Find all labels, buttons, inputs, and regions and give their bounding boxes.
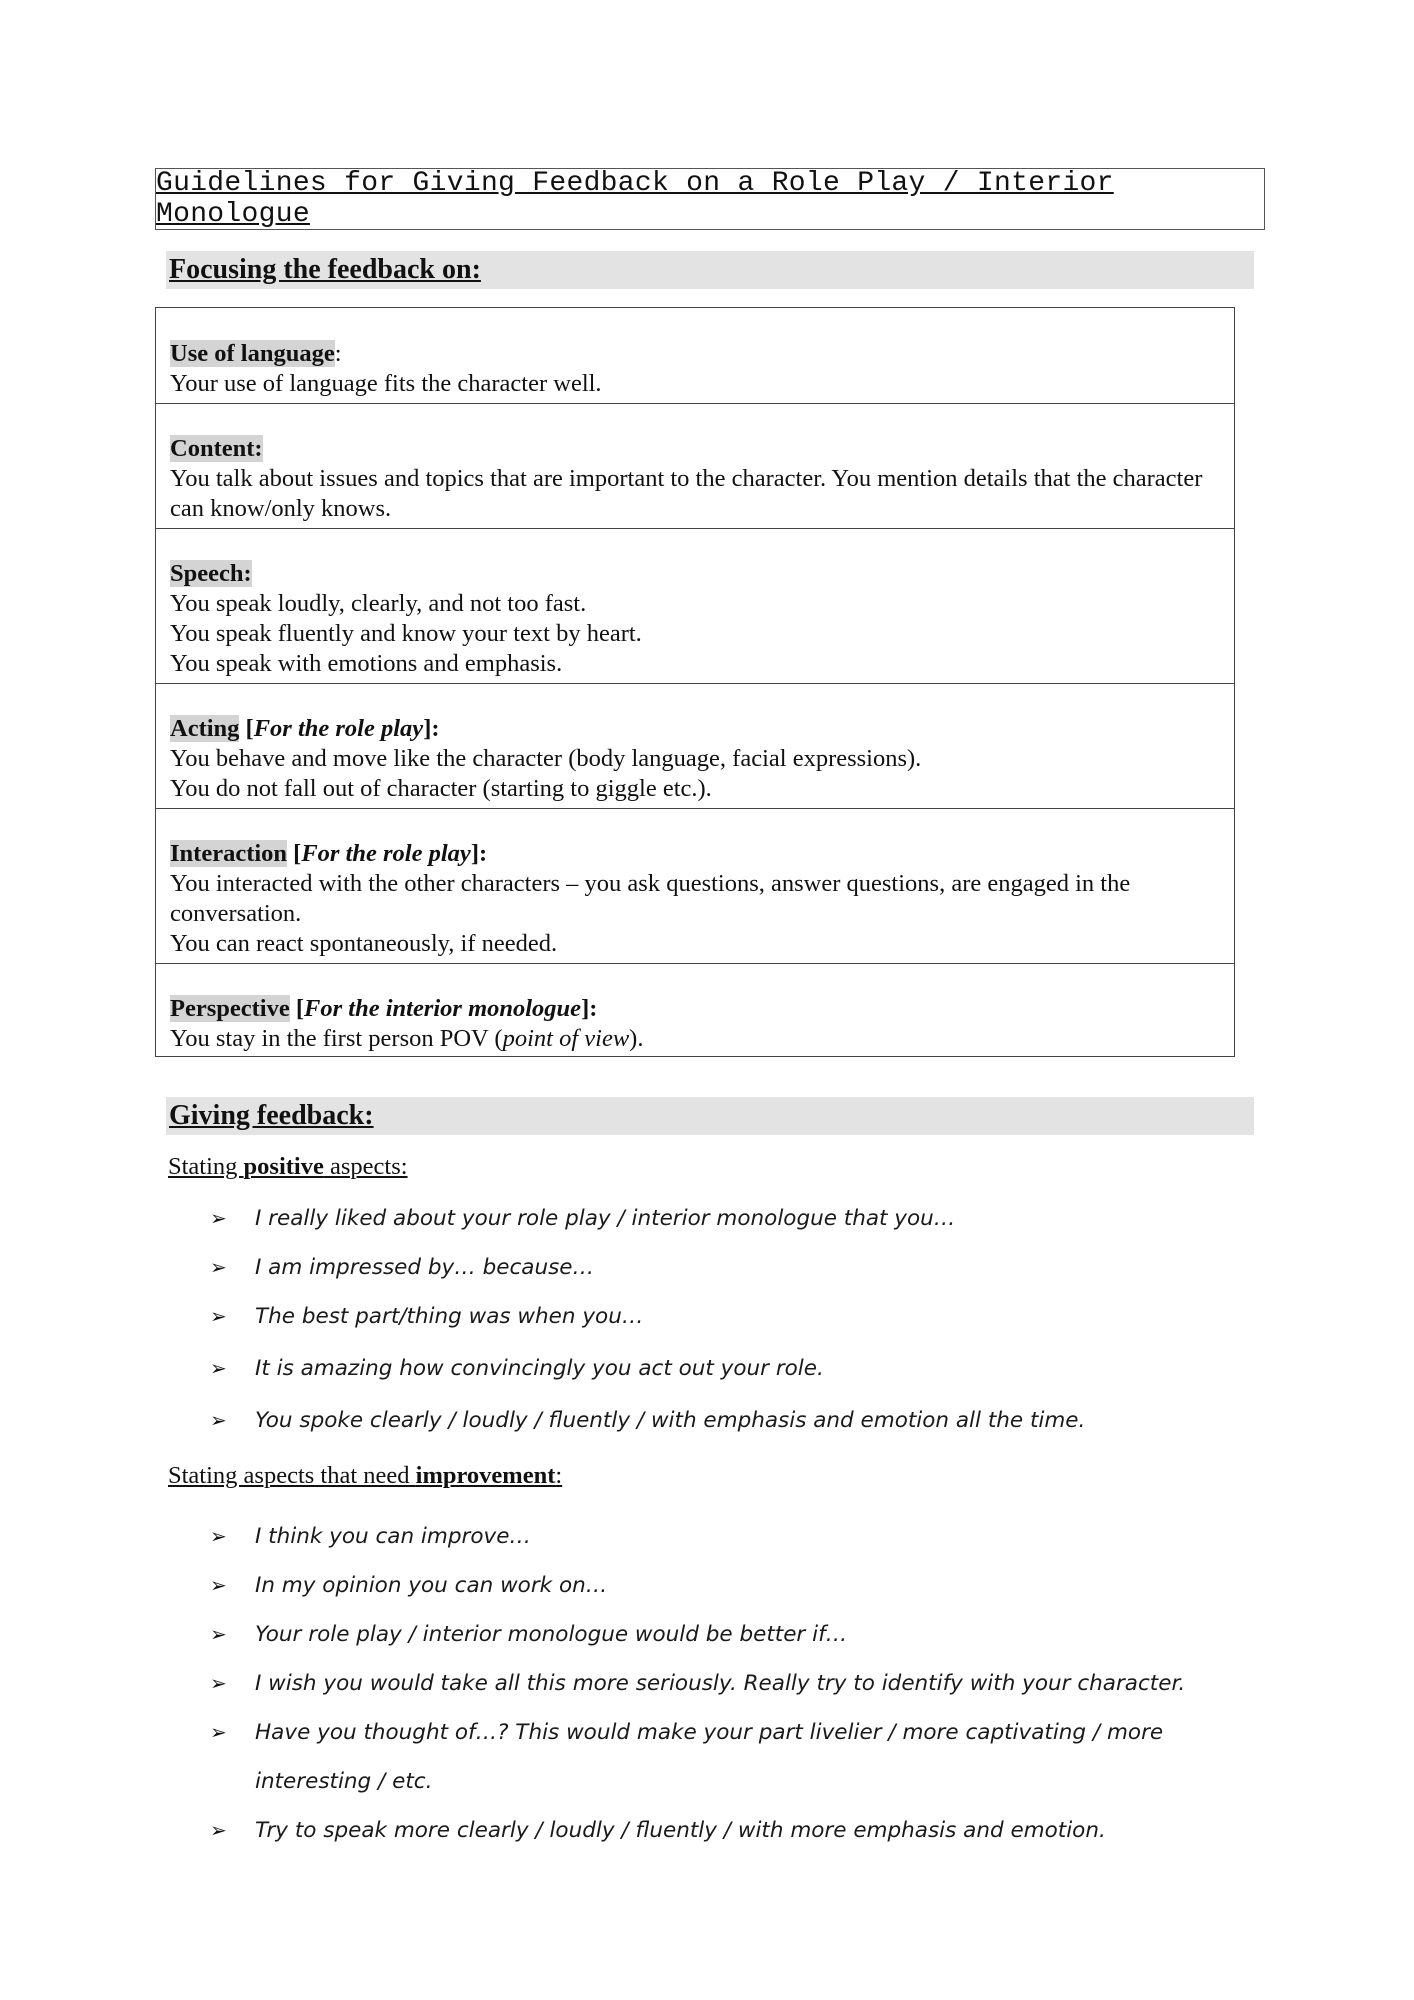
criterion-label: Acting	[170, 715, 240, 742]
page-title: Guidelines for Giving Feedback on a Role Play / Interior Monologue	[156, 168, 1114, 230]
criterion-label: Content:	[170, 435, 263, 462]
criterion-text: You stay in the first person POV (point of view).	[170, 1025, 644, 1052]
title-box	[155, 168, 1265, 230]
list-item: ➢ Have you thought of…? This would make your part livelier / more captivating / more interesting / etc.	[210, 1708, 1270, 1806]
list-item: ➢ I am impressed by… because…	[210, 1243, 1270, 1292]
positive-intro: Stating positive aspects:	[168, 1153, 408, 1180]
list-item: ➢ I really liked about your role play / interior monologue that you…	[210, 1194, 1270, 1243]
criterion-interaction: Interaction [For the role play]: You interacted with the other characters – you ask questions, answer questions, are engaged in the conversation. You can react spontaneously, if needed.	[156, 808, 1234, 963]
criterion-label: Interaction	[170, 840, 288, 867]
arrow-bullet-icon: ➢	[210, 1524, 227, 1548]
arrow-bullet-icon: ➢	[210, 1408, 227, 1432]
criterion-perspective: Perspective [For the interior monologue]: You stay in the first person POV (point of view).	[156, 963, 1234, 1056]
list-item: ➢ I wish you would take all this more seriously. Really try to identify with your character.	[210, 1659, 1270, 1708]
criterion-label: Use of language	[170, 340, 335, 367]
criterion-text: Your use of language fits the character well.	[170, 370, 602, 397]
list-item: ➢ It is amazing how convincingly you act out your role.	[210, 1341, 1270, 1396]
criterion-scope: For the interior monologue	[304, 995, 582, 1022]
criterion-text: You interacted with the other characters – you ask questions, answer questions, are engaged in the conversation.	[170, 870, 1131, 927]
giving-heading-bar	[166, 1097, 1254, 1135]
criterion-text: You speak loudly, clearly, and not too fast.	[170, 590, 587, 617]
arrow-bullet-icon: ➢	[210, 1671, 227, 1695]
arrow-bullet-icon: ➢	[210, 1255, 227, 1279]
arrow-bullet-icon: ➢	[210, 1206, 227, 1230]
criterion-label: Speech:	[170, 560, 252, 587]
criterion-content	[156, 403, 1234, 528]
criteria-table	[155, 307, 1235, 1057]
criterion-text: You talk about issues and topics that are important to the character. You mention details that the character can know/only knows.	[170, 465, 1203, 522]
criterion-text: You speak with emotions and emphasis.	[170, 650, 563, 677]
arrow-bullet-icon: ➢	[210, 1304, 227, 1328]
criterion-language: Use of language: Your use of language fits the character well.	[156, 308, 1234, 403]
criterion-text: You speak fluently and know your text by heart.	[170, 620, 642, 647]
positive-phrase-list	[210, 1194, 1270, 1445]
list-item: ➢ You spoke clearly / loudly / fluently / with emphasis and emotion all the time.	[210, 1396, 1270, 1445]
arrow-bullet-icon: ➢	[210, 1818, 227, 1842]
arrow-bullet-icon: ➢	[210, 1573, 227, 1597]
arrow-bullet-icon: ➢	[210, 1622, 227, 1646]
criterion-label: Perspective	[170, 995, 290, 1022]
criterion-acting: Acting [For the role play]: You behave and move like the character (body language, facial expressions). You do not fall out of character (starting to giggle etc.).	[156, 683, 1234, 808]
criterion-text: You behave and move like the character (body language, facial expressions).	[170, 745, 922, 772]
focus-heading-bar	[166, 251, 1254, 289]
arrow-bullet-icon: ➢	[210, 1720, 227, 1744]
giving-heading: Giving feedback:	[169, 1100, 374, 1131]
list-item: ➢ I think you can improve…	[210, 1512, 1270, 1561]
criterion-scope: For the role play	[253, 715, 424, 742]
list-item: ➢ Try to speak more clearly / loudly / fluently / with more emphasis and emotion.	[210, 1806, 1270, 1855]
improvement-phrase-list	[210, 1512, 1270, 1855]
improvement-intro: Stating aspects that need improvement:	[168, 1462, 563, 1489]
criterion-scope: For the role play	[301, 840, 471, 867]
criterion-text: You do not fall out of character (starting to giggle etc.).	[170, 775, 712, 802]
criterion-text: You can react spontaneously, if needed.	[170, 930, 558, 957]
arrow-bullet-icon: ➢	[210, 1356, 227, 1380]
list-item: ➢ In my opinion you can work on…	[210, 1561, 1270, 1610]
focus-heading: Focusing the feedback on:	[169, 254, 481, 285]
criterion-speech	[156, 528, 1234, 683]
list-item: ➢ Your role play / interior monologue would be better if…	[210, 1610, 1270, 1659]
list-item: ➢ The best part/thing was when you…	[210, 1292, 1270, 1341]
